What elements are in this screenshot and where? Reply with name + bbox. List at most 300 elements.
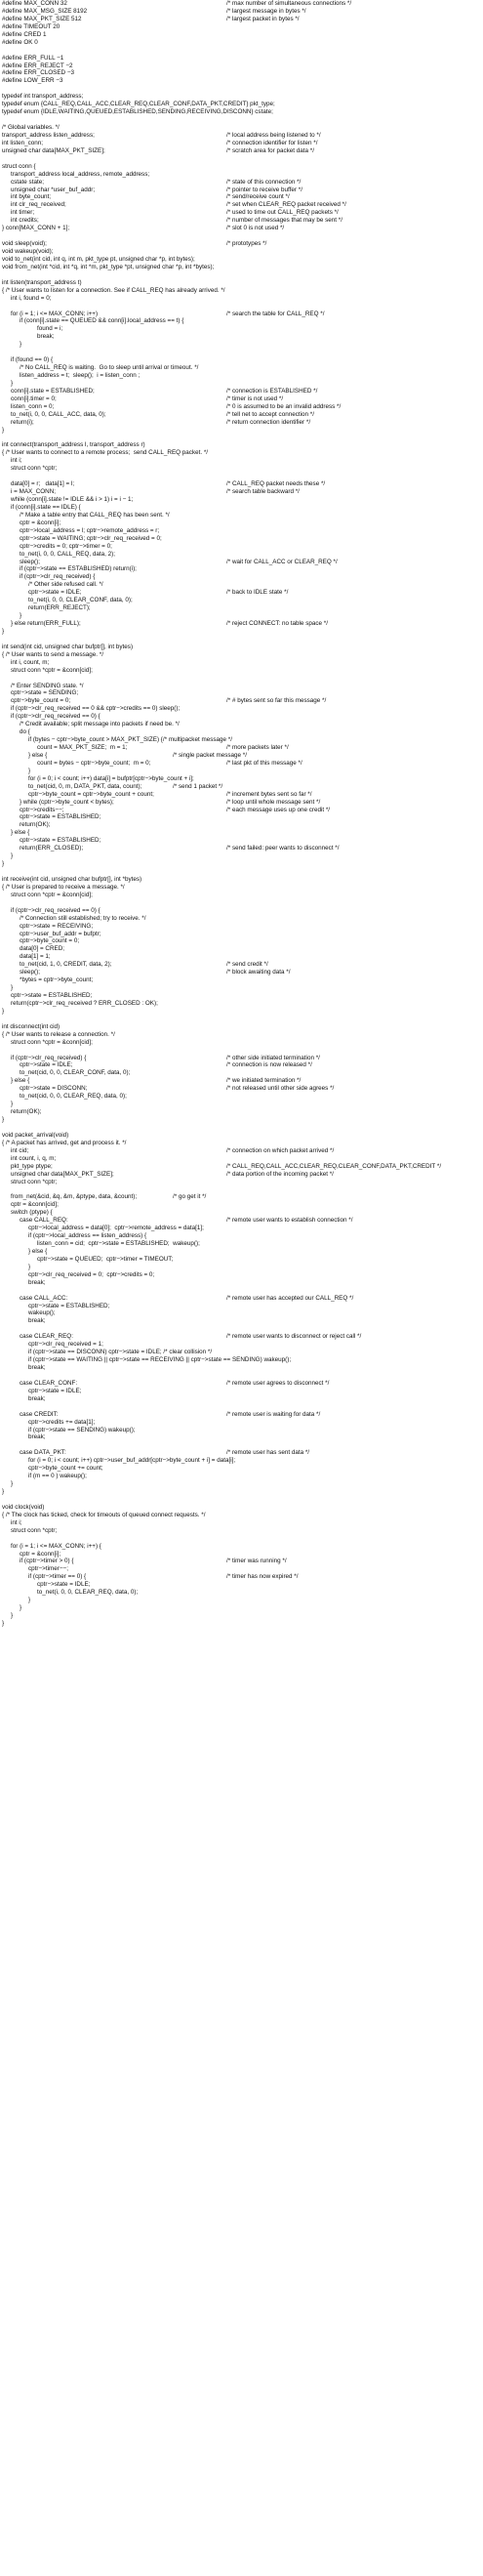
code-line	[2, 931, 481, 938]
code-text: cptr−>state = ESTABLISHED;	[20, 837, 101, 845]
code-line	[2, 1457, 481, 1465]
code-line	[2, 1543, 481, 1551]
code-line	[2, 667, 481, 675]
code-line	[2, 1612, 481, 1620]
code-line	[2, 1349, 481, 1356]
code-text: cptr = &conn[i];	[20, 1550, 61, 1558]
code-line	[2, 465, 481, 473]
code-line	[2, 295, 481, 303]
code-line	[2, 31, 481, 39]
code-text: i = MAX_CONN;	[11, 488, 57, 496]
code-text: struct conn *cptr = &conn[cid];	[11, 1038, 93, 1046]
code-line	[2, 116, 481, 124]
code-text: } while (cptr−>byte_count < bytes);	[20, 798, 114, 806]
code-comment: /* we initiated termination */	[226, 1077, 302, 1085]
code-text: } else {	[28, 751, 48, 759]
code-text: count = MAX_PKT_SIZE; m = 1;	[37, 744, 128, 751]
code-text: cptr−>state = IDLE;	[28, 589, 82, 597]
code-text: /* Credit available; split message into packets if need be. */	[20, 721, 180, 728]
code-text: }	[11, 1480, 14, 1488]
code-text: #define ERR_REJECT −2	[2, 62, 73, 69]
code-line	[2, 496, 481, 504]
code-text: /* No CALL_REQ is waiting. Go to sleep until arrival or timeout. */	[20, 364, 199, 372]
code-text: typedef enum {CALL_REQ,CALL_ACC,CLEAR_REQ,CLEAR_CONF,DATA_PKT,CREDIT} pkt_type;	[2, 101, 275, 108]
code-text: { /* User wants to send a message. */	[2, 650, 103, 658]
code-text: if (cptr−>state == DISCONN) cptr−>state = IDLE; /* clear collision */	[28, 1349, 213, 1356]
code-text: if (bytes − cptr−>byte_count > MAX_PKT_SIZE) {/* multipacket message */	[28, 736, 232, 744]
code-text: if (cptr−>clr_req_received == 0) {	[11, 906, 101, 914]
code-line	[2, 1573, 481, 1581]
code-comment: /* timer has now expired */	[226, 1573, 299, 1581]
code-line	[2, 1519, 481, 1527]
code-text: typedef enum {IDLE,WAITING,QUEUED,ESTABLISHED,SENDING,RECEIVING,DISCONN} cstate;	[2, 108, 273, 116]
code-text: void packet_arrival(void)	[2, 1131, 69, 1139]
code-text: case CALL_ACC:	[20, 1294, 68, 1302]
code-line	[2, 512, 481, 519]
code-text: }	[2, 1116, 5, 1123]
code-comment: /* remote user has sent data */	[226, 1449, 310, 1457]
code-line	[2, 976, 481, 984]
code-line	[2, 1077, 481, 1085]
code-comment: /* number of messages that may be sent */	[226, 217, 343, 225]
code-line	[2, 543, 481, 551]
code-text: if (cptr−>timer > 0) {	[20, 1558, 74, 1565]
code-line	[2, 1388, 481, 1395]
code-line	[2, 1496, 481, 1504]
code-line	[2, 783, 481, 791]
code-comment: /* connection identifier for listen */	[226, 139, 318, 146]
code-comment: /* connection is now released */	[226, 1061, 312, 1069]
code-line	[2, 651, 481, 659]
code-text: }	[2, 426, 5, 434]
code-line	[2, 1132, 481, 1140]
code-line	[2, 403, 481, 411]
code-line	[2, 225, 481, 232]
code-line	[2, 55, 481, 62]
code-line	[2, 1140, 481, 1147]
code-text: to_net(cid, 0, 0, CLEAR_CONF, data, 0);	[20, 1069, 131, 1077]
code-line	[2, 813, 481, 821]
code-line	[2, 1527, 481, 1535]
code-text: { /* User wants to release a connection. */	[2, 1030, 115, 1038]
code-line	[2, 1116, 481, 1124]
code-line	[2, 1341, 481, 1349]
code-line	[2, 171, 481, 179]
code-line	[2, 876, 481, 884]
code-text: unsigned char data[MAX_PKT_SIZE];	[11, 1170, 114, 1178]
code-line	[2, 201, 481, 209]
code-comment: /* send 1 packet */	[173, 782, 223, 790]
code-line	[2, 333, 481, 341]
code-text: cptr−>state = ESTABLISHED;	[11, 992, 93, 999]
code-line	[2, 612, 481, 620]
code-line	[2, 279, 481, 287]
code-text: if (found == 0) {	[11, 356, 54, 364]
code-text: if (cptr−>clr_req_received == 0 && cptr−>credits == 0) sleep();	[11, 705, 181, 713]
code-text: cptr−>state = IDLE;	[20, 1061, 73, 1069]
code-text: listen_address = t; sleep(); i = listen_conn ;	[20, 372, 141, 379]
code-comment: /* prototypes */	[226, 240, 267, 248]
code-comment: /* scratch area for packet data */	[226, 146, 314, 154]
code-comment: /* wait for CALL_ACC or CLEAR_REQ */	[226, 558, 338, 565]
code-line	[2, 8, 481, 16]
code-line	[2, 232, 481, 240]
code-line	[2, 1380, 481, 1388]
code-text: cptr−>byte_count = cptr−>byte_count + count;	[28, 790, 154, 798]
code-line	[2, 240, 481, 248]
code-line	[2, 155, 481, 163]
code-line	[2, 597, 481, 604]
code-text: if (m == 0 ) wakeup();	[28, 1473, 87, 1480]
code-text: #define MAX_CONN 32	[2, 0, 67, 7]
code-text: count = bytes − cptr−>byte_count; m = 0;	[37, 759, 151, 767]
code-line	[2, 559, 481, 566]
code-comment: /* single packet message */	[173, 751, 247, 759]
code-line	[2, 1620, 481, 1628]
code-line	[2, 1356, 481, 1364]
code-line	[2, 713, 481, 721]
code-text: { /* The clock has ticked, check for timeouts of queued connect requests. */	[2, 1511, 206, 1518]
code-line	[2, 427, 481, 435]
code-line	[2, 264, 481, 271]
code-line	[2, 419, 481, 427]
code-comment: /* CALL_REQ packet needs these */	[226, 480, 326, 488]
code-line	[2, 1225, 481, 1232]
code-line	[2, 1558, 481, 1565]
code-line	[2, 1303, 481, 1310]
code-line	[2, 163, 481, 171]
code-line	[2, 47, 481, 55]
code-text: data[1] = 1;	[20, 953, 51, 961]
code-comment: /* go get it */	[173, 1193, 207, 1201]
code-text: int send(int cid, unsigned char bufptr[], int bytes)	[2, 643, 134, 650]
code-text: transport_address listen_address;	[2, 131, 95, 139]
code-line	[2, 969, 481, 976]
code-line	[2, 1372, 481, 1380]
code-text: cptr = &conn[i];	[20, 519, 61, 526]
code-text: cptr−>local_address = data[0]; cptr−>remote_address = data[1];	[28, 1225, 204, 1232]
code-line	[2, 435, 481, 442]
code-line	[2, 1101, 481, 1108]
code-line	[2, 1264, 481, 1271]
code-line	[2, 1248, 481, 1256]
code-text: case CREDIT:	[20, 1410, 59, 1418]
code-text: struct conn {	[2, 162, 36, 170]
code-line	[2, 1124, 481, 1132]
code-text: cptr−>credits += data[1];	[28, 1418, 96, 1426]
code-text: #define TIMEOUT 20	[2, 22, 60, 30]
code-text: }	[28, 1597, 31, 1604]
code-line	[2, 628, 481, 636]
code-line	[2, 1295, 481, 1303]
code-line	[2, 1085, 481, 1093]
code-comment: /* connection is ESTABLISHED */	[226, 387, 318, 395]
code-text: }	[11, 1612, 14, 1619]
code-text: } else {	[11, 829, 30, 837]
code-text: case DATA_PKT:	[20, 1449, 66, 1457]
code-line	[2, 821, 481, 829]
code-text: return(OK);	[20, 821, 51, 829]
code-line	[2, 388, 481, 395]
code-line	[2, 1031, 481, 1039]
code-text: if (cptr−>clr_req_received) {	[20, 573, 96, 581]
code-text: } else {	[11, 1077, 30, 1085]
code-text: }	[11, 984, 14, 992]
code-line	[2, 860, 481, 868]
code-line	[2, 317, 481, 325]
code-line	[2, 1271, 481, 1279]
code-comment: /* more packets later */	[226, 744, 289, 751]
code-text: }	[11, 852, 14, 860]
code-line	[2, 16, 481, 23]
code-comment: /* local address being listened to */	[226, 131, 321, 139]
code-text: void sleep(void);	[2, 240, 47, 248]
code-text: cptr−>local_address = l; cptr−>remote_address = r;	[20, 526, 160, 534]
code-line	[2, 248, 481, 256]
code-line	[2, 1287, 481, 1295]
code-text: found = i;	[37, 325, 63, 333]
code-line	[2, 1155, 481, 1163]
code-line	[2, 884, 481, 892]
code-line	[2, 209, 481, 217]
code-text: to_net(i, 0, 0, CALL_ACC, data, 0);	[11, 410, 106, 418]
code-text: cptr−>user_buf_addr = bufptr;	[20, 930, 101, 937]
code-line	[2, 1504, 481, 1512]
code-text: #define CRED 1	[2, 30, 47, 38]
code-text: struct conn *cptr;	[11, 465, 58, 473]
code-line	[2, 1597, 481, 1604]
code-line	[2, 1565, 481, 1573]
code-line	[2, 504, 481, 512]
code-line	[2, 1480, 481, 1488]
code-text: sleep();	[20, 558, 40, 565]
code-comment: /* remote user has accepted our CALL_REQ */	[226, 1294, 354, 1302]
code-text: sleep();	[20, 969, 40, 976]
code-text: *bytes = cptr−>byte_count;	[20, 976, 94, 984]
code-line	[2, 1403, 481, 1411]
code-line	[2, 1411, 481, 1419]
code-line	[2, 101, 481, 108]
code-text: wakeup();	[28, 1309, 56, 1317]
code-line	[2, 899, 481, 907]
code-text: cptr−>state = ESTABLISHED;	[20, 813, 101, 821]
code-line	[2, 565, 481, 573]
code-line	[2, 620, 481, 628]
code-text: cptr−>timer−−;	[28, 1565, 68, 1573]
code-comment: /* set when CLEAR_REQ packet received */	[226, 201, 346, 209]
code-line	[2, 1209, 481, 1217]
code-line	[2, 1604, 481, 1612]
code-text: }	[11, 379, 14, 387]
code-line	[2, 124, 481, 132]
code-text: int listen_conn;	[2, 139, 44, 146]
code-line	[2, 147, 481, 155]
code-text: /* Other side refused call. */	[28, 581, 103, 589]
code-line	[2, 923, 481, 931]
code-line	[2, 187, 481, 194]
code-text: void clock(void)	[2, 1503, 45, 1511]
code-line	[2, 697, 481, 705]
code-text: cptr−>credits−−;	[20, 806, 64, 813]
code-comment: /* remote user wants to establish connection */	[226, 1217, 353, 1225]
code-line	[2, 395, 481, 403]
code-text: struct conn *cptr = &conn[cid];	[11, 666, 93, 674]
code-text: cptr−>state = IDLE;	[28, 1387, 82, 1394]
code-line	[2, 271, 481, 279]
code-text: cptr−>state = QUEUED; cptr−>timer = TIMEOUT;	[37, 1255, 174, 1263]
code-line	[2, 791, 481, 799]
code-line	[2, 77, 481, 85]
code-text: int timer;	[11, 209, 35, 217]
code-line	[2, 1193, 481, 1201]
code-text: from_net(&cid, &q, &m, &ptype, data, &count);	[11, 1193, 138, 1201]
code-text: } conn[MAX_CONN + 1];	[2, 225, 70, 232]
code-line	[2, 1201, 481, 1209]
code-comment: /* tell net to accept connection */	[226, 410, 314, 418]
code-text: cptr−>byte_count += count;	[28, 1465, 103, 1473]
code-text: return(ERR_CLOSED);	[20, 845, 84, 852]
code-comment: /* timer is not used */	[226, 395, 284, 402]
code-comment: /* state of this connection */	[226, 178, 302, 186]
code-comment: /* data portion of the incoming packet */	[226, 1170, 334, 1178]
code-line	[2, 1441, 481, 1449]
code-text: switch (ptype) {	[11, 1209, 53, 1217]
code-line	[2, 1333, 481, 1341]
code-text: listen_conn = 0;	[11, 402, 55, 410]
code-line	[2, 845, 481, 852]
code-text: int i;	[11, 457, 22, 465]
code-line	[2, 1395, 481, 1403]
code-line	[2, 589, 481, 597]
code-text: int listen(transport_address t)	[2, 278, 82, 286]
code-line	[2, 23, 481, 31]
code-text: cptr = &conn[cid];	[11, 1201, 59, 1209]
code-comment: /* loop until whole message sent */	[226, 798, 321, 806]
code-line	[2, 449, 481, 457]
code-text: cptr−>clr_req_received = 1;	[28, 1341, 103, 1349]
code-line	[2, 1093, 481, 1101]
code-line	[2, 775, 481, 783]
code-line	[2, 1309, 481, 1317]
code-text: }	[2, 1007, 5, 1015]
code-line	[2, 39, 481, 47]
code-line	[2, 1069, 481, 1077]
code-comment: /* reject CONNECT: no table space */	[226, 620, 328, 627]
code-line	[2, 372, 481, 380]
code-line	[2, 441, 481, 449]
code-comment: /* back to IDLE state */	[226, 589, 289, 597]
code-text: cstate state;	[11, 178, 44, 186]
code-comment: /* slot 0 is not used */	[226, 225, 285, 232]
code-text: { /* User wants to listen for a connection. See if CALL_REQ has already arrived. */	[2, 286, 225, 294]
code-comment: /* connection on which packet arrived */	[226, 1146, 335, 1154]
code-text: cptr−>state = SENDING;	[11, 689, 79, 697]
code-text: return(OK);	[11, 1108, 42, 1116]
code-line	[2, 473, 481, 480]
code-line	[2, 325, 481, 333]
code-line	[2, 1512, 481, 1519]
code-line	[2, 1488, 481, 1496]
code-line	[2, 217, 481, 225]
code-text: for (i = 0; i < count; i++) cptr−>user_buf_addr[cptr−>byte_count + i] = data[i];	[28, 1457, 236, 1465]
code-line	[2, 535, 481, 543]
code-line	[2, 488, 481, 496]
code-text: #define ERR_FULL −1	[2, 54, 64, 62]
code-line	[2, 551, 481, 559]
code-text: cptr−>byte_count = 0;	[11, 697, 71, 705]
code-text: return(i);	[11, 418, 34, 426]
code-text: int i, found = 0;	[11, 294, 52, 302]
code-text: #define LOW_ERR −3	[2, 77, 63, 85]
code-line	[2, 807, 481, 814]
code-comment: /* CALL_REQ,CALL_ACC,CLEAR_REQ,CLEAR_CONF,DATA_PKT,CREDIT */	[226, 1162, 442, 1170]
code-text: if (conn[i].state == IDLE) {	[11, 503, 81, 511]
code-text: to_net(i, 0, 0, CALL_REQ, data, 2);	[20, 550, 116, 558]
code-line	[2, 62, 481, 70]
code-line	[2, 644, 481, 651]
code-text: int cid;	[11, 1146, 29, 1154]
code-text: }	[11, 1101, 14, 1108]
code-text: cptr−>state = WAITING; cptr−>clr_req_received = 0;	[20, 534, 162, 542]
code-line	[2, 799, 481, 807]
code-text: break;	[28, 1394, 46, 1402]
code-text: #define MAX_PKT_SIZE 512	[2, 15, 82, 22]
code-line	[2, 380, 481, 388]
code-line	[2, 1008, 481, 1016]
code-text: pkt_type ptype;	[11, 1162, 53, 1170]
code-text: to_net(i, 0, 0, CLEAR_REQ, data, 0);	[37, 1589, 139, 1597]
code-line	[2, 1535, 481, 1543]
code-line	[2, 364, 481, 372]
code-text: int byte_count;	[11, 193, 51, 201]
code-line	[2, 1179, 481, 1186]
code-line	[2, 907, 481, 915]
code-text: if (cptr−>timer == 0) {	[28, 1573, 87, 1581]
code-line	[2, 1147, 481, 1155]
code-text: struct conn *cptr;	[11, 1178, 58, 1185]
code-line	[2, 675, 481, 683]
code-line	[2, 1171, 481, 1179]
code-line	[2, 1039, 481, 1047]
code-text: { /* User is prepared to receive a message. */	[2, 883, 125, 891]
code-text: #define OK 0	[2, 38, 38, 46]
code-line	[2, 945, 481, 953]
code-line	[2, 689, 481, 697]
code-comment: /* max number of simultaneous connections */	[226, 0, 352, 7]
code-line	[2, 992, 481, 1000]
code-text: if (conn[i].state == QUEUED && conn[i].local_address == t) {	[20, 317, 184, 325]
code-line	[2, 829, 481, 837]
code-comment: /* # bytes sent so far this message */	[226, 697, 327, 705]
code-comment: /* used to time out CALL_REQ packets */	[226, 209, 339, 217]
code-text: int disconnect(int cid)	[2, 1022, 60, 1030]
code-line	[2, 1279, 481, 1287]
code-text: while (conn[i].state != IDLE && i > 1) i = i − 1;	[11, 496, 134, 503]
code-line	[2, 768, 481, 775]
code-text: struct conn *cptr;	[11, 1526, 58, 1534]
code-line	[2, 1473, 481, 1480]
code-text: int clr_req_received;	[11, 201, 66, 209]
code-text: /* Make a table entry that CALL_REQ has been sent. */	[20, 511, 170, 519]
code-text: { /* A packet has arrived, get and process it. */	[2, 1139, 127, 1146]
code-line	[2, 93, 481, 101]
code-comment: /* remote user is waiting for data */	[226, 1410, 321, 1418]
code-text: /* Global variables. */	[2, 124, 60, 131]
code-line	[2, 1061, 481, 1069]
code-text: #define MAX_MSG_SIZE 8192	[2, 7, 88, 15]
code-text: } else return(ERR_FULL);	[11, 620, 81, 627]
code-line	[2, 705, 481, 713]
